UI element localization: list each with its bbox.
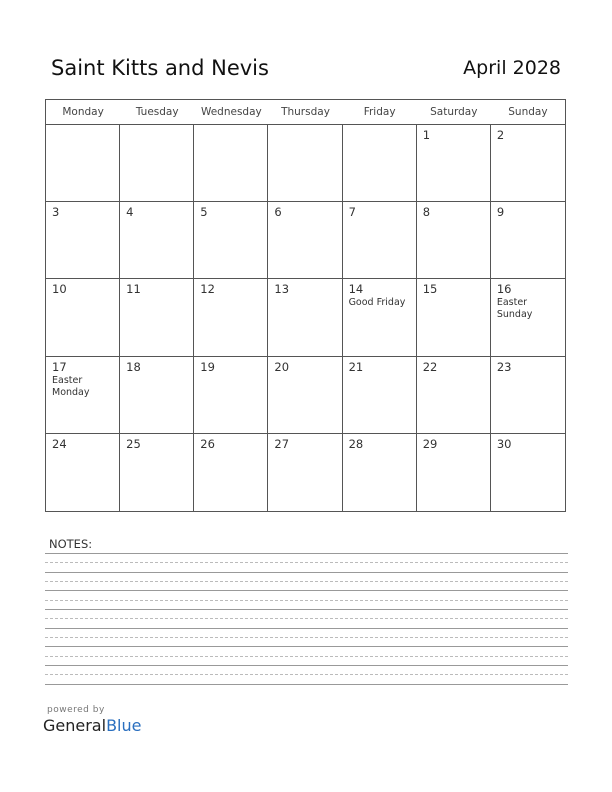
day-cell — [268, 434, 342, 511]
day-cell — [194, 357, 268, 434]
generalblue-logo — [43, 716, 141, 735]
day-number: 18 — [126, 359, 141, 374]
day-cell — [268, 279, 342, 356]
day-number: 19 — [200, 359, 215, 374]
weekday-header-row — [46, 100, 565, 125]
notes-line — [45, 609, 568, 610]
powered-by-label: powered by — [47, 705, 105, 715]
day-cell — [194, 434, 268, 511]
day-cell — [120, 202, 194, 279]
notes-guide-line — [45, 656, 568, 657]
day-cell — [46, 279, 120, 356]
day-number: 6 — [274, 205, 282, 220]
day-number: 29 — [422, 436, 438, 451]
day-cell — [46, 434, 120, 511]
day-cell — [491, 202, 565, 279]
day-cells — [46, 125, 565, 511]
weekday-header: Tuesday — [135, 106, 179, 118]
weekday-header: Sunday — [508, 106, 548, 118]
day-cell — [194, 202, 268, 279]
day-cell — [343, 434, 417, 511]
weekday-header: Friday — [363, 106, 396, 118]
day-number: 1 — [422, 128, 431, 142]
notes-line — [45, 572, 568, 573]
day-number: 24 — [52, 436, 67, 451]
day-number: 22 — [422, 359, 438, 374]
notes-line — [45, 665, 568, 666]
day-cell — [46, 202, 120, 279]
day-number: 17 — [52, 359, 67, 374]
calendar-month-title: April 2028 — [463, 57, 561, 79]
day-number: 2 — [496, 128, 505, 142]
day-cell — [46, 125, 120, 202]
day-cell — [46, 357, 120, 434]
brand-general: General — [43, 716, 107, 735]
day-number: 26 — [200, 436, 215, 451]
notes-line — [45, 646, 568, 647]
day-number: 4 — [126, 205, 134, 220]
day-cell — [343, 279, 417, 356]
day-number: 25 — [126, 436, 141, 451]
weekday-header: Saturday — [430, 106, 478, 118]
notes-line — [45, 553, 568, 554]
day-cell — [343, 202, 417, 279]
day-number: 30 — [496, 436, 512, 451]
day-number: 11 — [126, 282, 141, 297]
day-number: 9 — [496, 205, 505, 220]
day-number: 23 — [496, 359, 512, 374]
weekday-header: Thursday — [281, 106, 330, 118]
day-number: 21 — [348, 359, 364, 374]
calendar-grid — [45, 99, 566, 512]
day-number: 5 — [200, 205, 208, 220]
day-number: 12 — [200, 282, 215, 297]
day-number: 15 — [422, 282, 438, 297]
calendar-country-title: Saint Kitts and Nevis — [51, 56, 269, 80]
day-number: 8 — [422, 205, 431, 220]
notes-line — [45, 628, 568, 629]
day-cell — [491, 434, 565, 511]
day-cell — [343, 125, 417, 202]
day-cell — [417, 125, 491, 202]
day-cell — [417, 202, 491, 279]
day-number: 27 — [274, 436, 290, 451]
day-cell — [491, 125, 565, 202]
day-number: 20 — [274, 359, 290, 374]
brand-blue: Blue — [106, 716, 142, 735]
holiday-label: Good Friday — [348, 297, 406, 309]
day-cell — [120, 357, 194, 434]
holiday-label: Easter Sunday — [496, 297, 533, 321]
day-cell — [491, 357, 565, 434]
day-cell — [120, 434, 194, 511]
day-cell — [268, 357, 342, 434]
day-cell — [417, 279, 491, 356]
weekday-header: Wednesday — [200, 106, 262, 118]
day-cell — [194, 279, 268, 356]
day-number: 28 — [348, 436, 364, 451]
day-cell — [343, 357, 417, 434]
day-cell — [120, 125, 194, 202]
notes-guide-line — [45, 600, 568, 601]
notes-line — [45, 684, 568, 685]
notes-guide-line — [45, 637, 568, 638]
day-number: 13 — [274, 282, 290, 297]
day-number: 16 — [496, 282, 512, 297]
day-cell — [120, 279, 194, 356]
day-cell — [417, 357, 491, 434]
day-cell — [268, 202, 342, 279]
day-cell — [417, 434, 491, 511]
notes-guide-line — [45, 581, 568, 582]
day-number: 10 — [52, 282, 67, 297]
day-cell — [194, 125, 268, 202]
day-number: 7 — [348, 205, 356, 220]
notes-guide-line — [45, 562, 568, 563]
weekday-header: Monday — [62, 106, 104, 118]
day-cell — [268, 125, 342, 202]
notes-line — [45, 590, 568, 591]
holiday-label: Easter Monday — [52, 374, 90, 398]
notes-label: NOTES: — [49, 537, 93, 551]
day-cell — [491, 279, 565, 356]
notes-guide-line — [45, 674, 568, 675]
notes-guide-line — [45, 618, 568, 619]
day-number: 3 — [52, 205, 60, 220]
day-number: 14 — [348, 282, 364, 297]
